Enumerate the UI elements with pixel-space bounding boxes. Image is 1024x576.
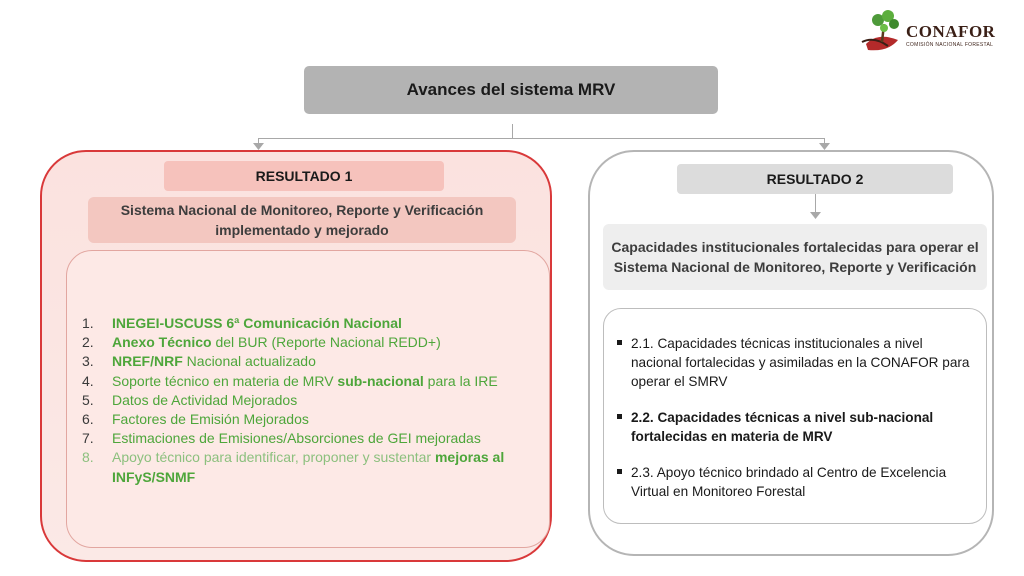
list-item-text: 2.1. Capacidades técnicas institucionales a nivel nacional fortalecidas y asimiladas en la CONAFOR para operar el SMRV [631,336,970,389]
logo-subtitle: COMISIÓN NACIONAL FORESTAL [906,42,994,48]
bullet-icon [617,414,622,419]
list-item-number: 4. [82,372,94,389]
list-item-text: Soporte técnico en materia de MRV [112,372,338,389]
list-item-text: 2.3. Apoyo técnico brindado al Centro de Excelencia Virtual en Monitoreo Forestal [631,465,947,499]
list-item-text: INEGEI-USCUSS 6ª Comunicación Nacional [112,315,402,331]
result1-list-item [82,410,532,429]
list-item-text: sub-nacional [337,372,424,389]
list-item-text: Apoyo técnico para identificar, proponer y sustentar [112,449,435,466]
list-item-text: 2.2. Capacidades técnicas a nivel sub-nacional fortalecidas en materia de MRV [631,410,934,444]
connector-stem [512,124,513,138]
list-item-number: 3. [82,353,94,370]
list-item-number: 1. [82,315,94,331]
list-item-number: 5. [82,391,94,408]
result1-list-item [82,333,532,352]
arrow-down-icon [810,212,821,220]
result2-list-item [617,334,973,391]
result2-list-item [617,463,973,501]
list-item-text: Anexo Técnico [112,334,212,351]
list-item-text: Factores de Emisión Mejorados [112,411,309,428]
list-item-number: 2. [82,334,94,351]
list-item-number: 6. [82,411,94,428]
list-item-text: NREF/NRF [112,353,183,370]
result2-header: RESULTADO 2 [677,164,953,194]
result2-subtitle: Capacidades institucionales fortalecidas para operar el Sistema Nacional de Monitoreo, Reporte y Verificación [603,224,987,290]
list-item-number: 7. [82,430,94,447]
logo-brand: CONAFOR [906,22,996,41]
result1-list-item [82,448,532,486]
result1-list-item [82,429,532,448]
result1-subtitle: Sistema Nacional de Monitoreo, Reporte y Verificación implementado y mejorado [88,197,516,243]
result2-list-item [617,408,973,446]
conafor-logo [858,6,998,58]
connector-result2 [815,194,816,214]
result1-list-item [82,352,532,371]
result1-header: RESULTADO 1 [164,161,444,191]
list-item-text: para la IRE [423,372,498,389]
result1-list [82,314,532,487]
result1-list-item [82,314,532,333]
result1-list-item [82,391,532,410]
list-item-text: Estimaciones de Emisiones/Absorciones de GEI mejoradas [112,430,481,447]
list-item-text: Datos de Actividad Mejorados [112,391,298,408]
tree-icon [858,6,910,58]
result1-list-item [82,372,532,391]
list-item-number: 8. [82,449,94,466]
connector-horizontal [258,138,825,139]
result2-list [617,334,973,518]
list-item-text: mejoras al INFyS/SNMF [112,449,505,485]
list-item-text: del BUR (Reporte Nacional REDD+) [211,334,441,351]
bullet-icon [617,469,622,474]
list-item-text: Nacional actualizado [182,353,316,370]
bullet-icon [617,340,622,345]
main-title: Avances del sistema MRV [304,66,718,114]
